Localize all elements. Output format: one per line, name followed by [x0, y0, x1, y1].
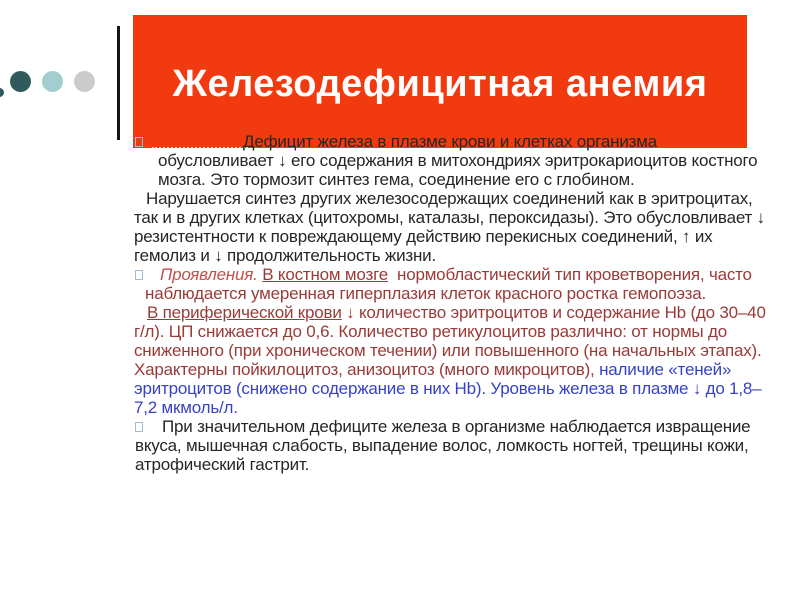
- text-segment: Проявления.: [160, 265, 263, 284]
- paragraph-pathogenesis-1: [158, 132, 774, 189]
- text-segment: В периферической крови: [147, 303, 342, 322]
- dot-gray: [74, 71, 95, 92]
- decor-dots: [10, 71, 95, 92]
- paragraph-clinical-signs: [135, 417, 774, 474]
- paragraph-pathogenesis-2: [134, 189, 774, 265]
- text-segment: Дефицит железа в плазме крови и клетках организма обусловливает ↓ его содержания в митохондриях эритрокариоцитов костного мозга. Это тормозит синтез гема, соединение его с глобином.: [158, 132, 758, 189]
- paragraph-manifestations-bone-marrow: [145, 265, 774, 303]
- text-segment: При значительном дефиците железа в организме наблюдается извращение вкуса, мышечная слабость, выпадение волос, ломкость ногтей, трещины кожи, атрофический гастрит.: [135, 417, 751, 474]
- paragraph-manifestations-peripheral-blood: [134, 303, 774, 417]
- text-segment: Нарушается синтез других железосодержащих соединений как в эритроцитах, так и в других клетках (цитохромы, каталазы, пероксидазы). Это обусловливает ↓ резистентности к повреждающему действию перекисных соединений, ↑ их гемолиз и ↓ продолжительность жизни.: [134, 189, 765, 265]
- vertical-rule: [117, 26, 120, 140]
- body-text: [134, 132, 774, 474]
- text-segment: ↓ количество эритроцитов и содержание Hb (до 30–40 г/л). ЦП снижается до 0,6. Количество ретикулоцитов различно: от нормы до сниженного (при хроническом течении) или повышенного (на начальных этапах). Характерны пойкилоцитоз, анизоцитоз (много микроцитов),: [134, 303, 766, 379]
- bullet-marker: [135, 422, 143, 432]
- dot-light-teal: [42, 71, 63, 92]
- bullet-marker: [135, 137, 143, 147]
- title-banner: [133, 15, 747, 148]
- bullet-marker: [135, 270, 143, 280]
- slide-title: Железодефицитная анемия: [172, 63, 708, 105]
- text-segment: наличие «теней» эритроцитов (снижено содержание в них Hb). Уровень железа в плазме ↓ до 1,8–7,2 мкмоль/л.: [134, 360, 762, 417]
- text-segment: нормобластический тип кроветворения, часто наблюдается умеренная гиперплазия клеток красного ростка гемопоэза.: [145, 265, 752, 303]
- edge-dot: [0, 88, 4, 97]
- dot-dark-teal: [10, 71, 31, 92]
- text-segment: В костном мозге: [262, 265, 388, 284]
